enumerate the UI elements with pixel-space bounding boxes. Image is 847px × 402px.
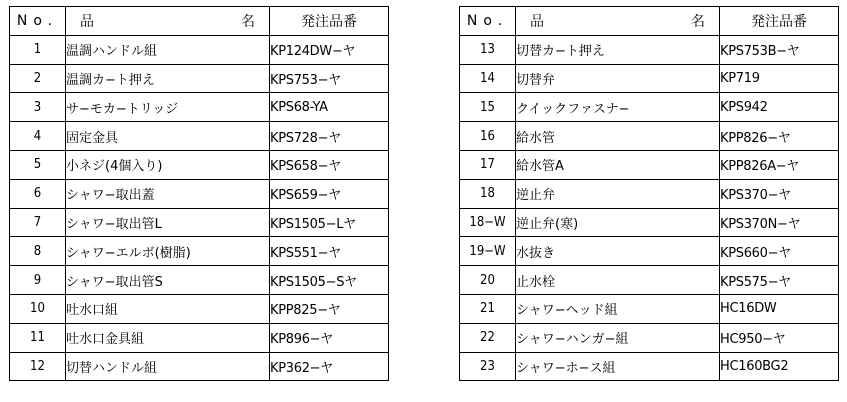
- order-number-cell: KPS659−ヤ: [270, 179, 389, 208]
- parts-table-right: [459, 6, 839, 381]
- part-number-cell: 2: [10, 64, 66, 93]
- part-number-cell: 15: [460, 93, 516, 122]
- order-number-cell: HC160BG2: [720, 352, 839, 381]
- table-row: [460, 93, 839, 122]
- order-number-cell: KP896−ヤ: [270, 323, 389, 352]
- part-number-cell: 5: [10, 150, 66, 179]
- table-row: [10, 122, 389, 151]
- table-row: [10, 150, 389, 179]
- table-row: [460, 294, 839, 323]
- part-number-cell: 23: [460, 352, 516, 381]
- table-row: [10, 64, 389, 93]
- table-row: [460, 64, 839, 93]
- part-number-cell: 7: [10, 208, 66, 237]
- order-number-cell: KPS1505−Lヤ: [270, 208, 389, 237]
- part-number-cell: 14: [460, 64, 516, 93]
- table-body-left: [10, 35, 389, 381]
- order-number-cell: KPS753B−ヤ: [720, 35, 839, 64]
- part-name-cell: 給水管: [516, 122, 720, 151]
- order-number-cell: KP362−ヤ: [270, 352, 389, 381]
- part-name-cell: 止水栓: [516, 266, 720, 295]
- part-number-cell: 22: [460, 323, 516, 352]
- table-header-row: [10, 7, 389, 36]
- part-name-cell: サ−モカ−トリッジ: [66, 93, 270, 122]
- order-number-cell: KPS575−ヤ: [720, 266, 839, 295]
- order-number-cell: KPS551−ヤ: [270, 237, 389, 266]
- part-number-cell: 18: [460, 179, 516, 208]
- part-number-cell: 19−W: [460, 237, 516, 266]
- part-name-cell: 切替ハンドル組: [66, 352, 270, 381]
- table-row: [460, 35, 839, 64]
- table-row: [460, 352, 839, 381]
- column-header-name-left: 品: [80, 13, 94, 30]
- order-number-cell: KPP825−ヤ: [270, 294, 389, 323]
- part-name-cell: 吐水口組: [66, 294, 270, 323]
- part-name-cell: 逆止弁(寒): [516, 208, 720, 237]
- part-number-cell: 8: [10, 237, 66, 266]
- order-number-cell: KPS658−ヤ: [270, 150, 389, 179]
- part-name-cell: クイックファスナ−: [516, 93, 720, 122]
- part-name-cell: 吐水口金具組: [66, 323, 270, 352]
- part-name-cell: 切替カ−ト押え: [516, 35, 720, 64]
- part-name-cell: 逆止弁: [516, 179, 720, 208]
- table-body-right: [460, 35, 839, 381]
- column-header-order-number: 発注品番: [720, 7, 839, 36]
- part-name-cell: シャワ−ホ−ス組: [516, 352, 720, 381]
- part-name-cell: 温調ハンドル組: [66, 35, 270, 64]
- order-number-cell: KPS942: [720, 93, 839, 122]
- order-number-cell: KPS660−ヤ: [720, 237, 839, 266]
- table-row: [10, 208, 389, 237]
- part-name-cell: シャワ−ハンガ−組: [516, 323, 720, 352]
- table-row: [10, 294, 389, 323]
- order-number-cell: KPS753−ヤ: [270, 64, 389, 93]
- part-name-cell: 固定金具: [66, 122, 270, 151]
- order-number-cell: KPS68-YA: [270, 93, 389, 122]
- table-row: [10, 323, 389, 352]
- part-number-cell: 21: [460, 294, 516, 323]
- table-row: [460, 122, 839, 151]
- part-number-cell: 11: [10, 323, 66, 352]
- column-header-no: No.: [460, 7, 516, 36]
- part-name-cell: シャワ−取出管L: [66, 208, 270, 237]
- order-number-cell: KPS370N−ヤ: [720, 208, 839, 237]
- part-name-cell: 水抜き: [516, 237, 720, 266]
- part-number-cell: 3: [10, 93, 66, 122]
- part-number-cell: 6: [10, 179, 66, 208]
- order-number-cell: KP719: [720, 64, 839, 93]
- order-number-cell: KPP826A−ヤ: [720, 150, 839, 179]
- part-name-cell: シャワ−ヘッド組: [516, 294, 720, 323]
- column-header-name-left: 品: [530, 13, 544, 30]
- part-name-cell: 給水管A: [516, 150, 720, 179]
- order-number-cell: KPS370−ヤ: [720, 179, 839, 208]
- part-number-cell: 18−W: [460, 208, 516, 237]
- part-name-cell: 温調カ−ト押え: [66, 64, 270, 93]
- order-number-cell: KPS1505−Sヤ: [270, 266, 389, 295]
- column-header-no: No.: [10, 7, 66, 36]
- part-number-cell: 13: [460, 35, 516, 64]
- part-name-cell: シャワ−取出蓋: [66, 179, 270, 208]
- table-row: [460, 266, 839, 295]
- table-header-row: [460, 7, 839, 36]
- part-number-cell: 16: [460, 122, 516, 151]
- table-row: [460, 179, 839, 208]
- part-number-cell: 9: [10, 266, 66, 295]
- table-row: [460, 150, 839, 179]
- table-row: [10, 266, 389, 295]
- order-number-cell: KP124DW−ヤ: [270, 35, 389, 64]
- part-name-cell: 切替弁: [516, 64, 720, 93]
- part-name-cell: シャワ−エルボ(樹脂): [66, 237, 270, 266]
- table-row: [10, 93, 389, 122]
- column-header-name-right: 名: [691, 13, 705, 30]
- column-header-name: [516, 7, 720, 36]
- part-name-cell: シャワ−取出管S: [66, 266, 270, 295]
- part-number-cell: 1: [10, 35, 66, 64]
- part-name-cell: 小ネジ(4個入り): [66, 150, 270, 179]
- table-row: [460, 323, 839, 352]
- column-header-order-number: 発注品番: [270, 7, 389, 36]
- parts-table-left: [9, 6, 389, 381]
- part-number-cell: 12: [10, 352, 66, 381]
- table-row: [10, 237, 389, 266]
- part-number-cell: 17: [460, 150, 516, 179]
- part-number-cell: 20: [460, 266, 516, 295]
- part-number-cell: 4: [10, 122, 66, 151]
- order-number-cell: HC950−ヤ: [720, 323, 839, 352]
- table-row: [10, 352, 389, 381]
- table-row: [10, 35, 389, 64]
- column-header-name: [66, 7, 270, 36]
- column-header-name-right: 名: [241, 13, 255, 30]
- part-number-cell: 10: [10, 294, 66, 323]
- order-number-cell: KPP826−ヤ: [720, 122, 839, 151]
- table-row: [460, 208, 839, 237]
- table-row: [10, 179, 389, 208]
- order-number-cell: KPS728−ヤ: [270, 122, 389, 151]
- order-number-cell: HC16DW: [720, 294, 839, 323]
- table-row: [460, 237, 839, 266]
